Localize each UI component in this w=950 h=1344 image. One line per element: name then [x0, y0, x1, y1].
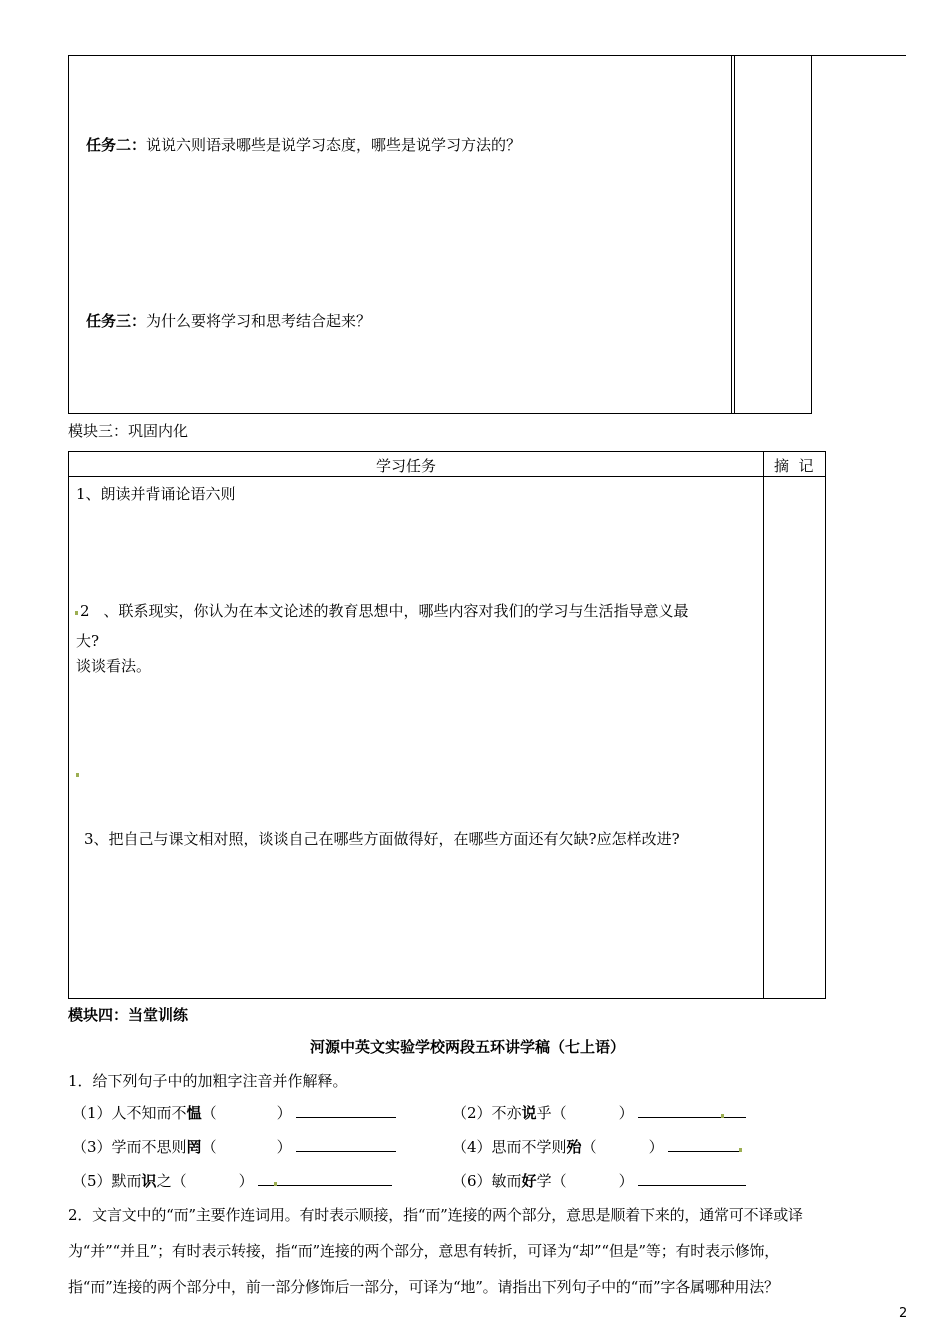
q2-line-3: 指“而”连接的两个部分中，前一部分修饰后一部分，可译为“地”。请指出下列句子中的“而”字各属哪种用法？ — [68, 1278, 779, 1296]
module3-table-header-rule — [68, 476, 826, 477]
answer-blank[interactable] — [296, 1103, 396, 1118]
mark-dot-4 — [739, 1148, 742, 1152]
task3-text: 为什么要将学习和思考结合起来？ — [146, 312, 372, 330]
item2-text: 、联系现实，你认为在本文论述的教育思想中，哪些内容对我们的学习与生活指导意义最 — [103, 602, 689, 620]
mark-dot-5 — [274, 1182, 277, 1186]
q1-item-1: （1）人不知而不愠（ ） — [72, 1102, 396, 1123]
item1: 1、朗读并背诵论语六则 — [76, 485, 236, 503]
answer-blank[interactable] — [638, 1171, 746, 1186]
task-table — [68, 56, 812, 414]
answer-blank[interactable] — [638, 1103, 746, 1118]
item2-cont: 大? — [76, 632, 100, 650]
item2 — [80, 600, 689, 621]
mark-dot-3 — [721, 1114, 724, 1118]
col-task-header: 学习任务 — [376, 457, 437, 475]
q1-prompt: 1．给下列句子中的加粗字注音并作解释。 — [68, 1072, 348, 1090]
module3-table-divider — [763, 451, 764, 999]
q2-line-1: 2．文言文中的“而”主要作连词用。有时表示顺接，指“而”连接的两个部分，意思是顺着下来的，通常可不译或译 — [68, 1206, 803, 1224]
q1-item-5: （5）默而识之（ ） — [72, 1170, 392, 1191]
module3-table — [68, 451, 826, 999]
task2 — [86, 134, 521, 155]
page-number: 2 — [899, 1306, 908, 1321]
item2-num: 2 — [80, 602, 90, 620]
q1-item-6: （6）敏而好学（ ） — [452, 1170, 746, 1191]
q1-item-4: （4）思而不学则殆（ ） — [452, 1136, 742, 1157]
task-table-divider-2 — [734, 56, 735, 414]
answer-blank[interactable] — [668, 1137, 742, 1152]
answer-blank[interactable] — [296, 1137, 396, 1152]
task2-label: 任务二： — [86, 136, 147, 154]
col-notes-header: 摘 记 — [774, 457, 814, 475]
mark-dot-1 — [75, 611, 78, 615]
task3-label: 任务三： — [86, 312, 147, 330]
q2-line-2: 为“并”“并且”；有时表示转接，指“而”连接的两个部分，意思有转折，可译为“却”“但是”等；有时表示修饰， — [68, 1242, 780, 1260]
item2-tail: 谈谈看法。 — [76, 657, 152, 675]
school-title: 河源中英文实验学校两段五环讲学稿（七上语） — [310, 1038, 626, 1056]
answer-blank[interactable] — [258, 1171, 392, 1186]
q1-item-2: （2）不亦说乎（ ） — [452, 1102, 746, 1123]
module4-heading: 模块四：当堂训练 — [68, 1006, 189, 1024]
mark-dot-2 — [76, 773, 79, 777]
q1-item-3: （3）学而不思则罔（ ） — [72, 1136, 396, 1157]
task3 — [86, 310, 371, 331]
item3: 3、把自己与课文相对照，谈谈自己在哪些方面做得好，在哪些方面还有欠缺?应怎样改进? — [84, 830, 680, 848]
task2-text: 说说六则语录哪些是说学习态度，哪些是说学习方法的？ — [146, 136, 522, 154]
task-table-divider — [731, 56, 732, 414]
module3-heading: 模块三：巩固内化 — [68, 422, 189, 440]
